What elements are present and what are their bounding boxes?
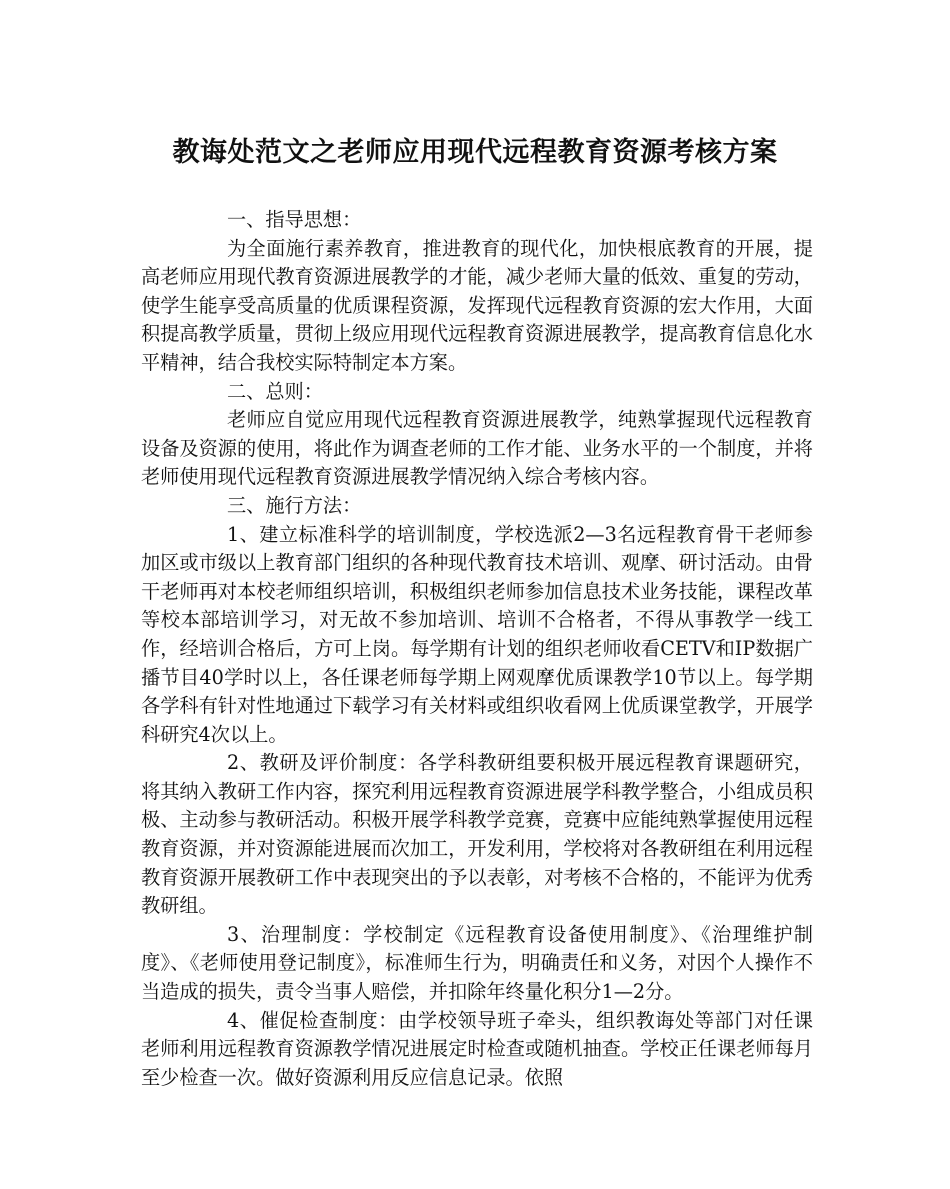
paragraph-guiding-ideology: 为全面施行素养教育，推进教育的现代化，加快根底教育的开展，提高老师应用现代教育资源进展教学的才能，减少老师大量的低效、重复的劳动，使学生能享受高质量的优质课程资源，发挥现代远程教育资源的宏大作用，大面积提高教学质量，贯彻上级应用现代远程教育资源进展教学，提高教育信息化水平精神，结合我校实际特制定本方案。 xyxy=(141,236,813,374)
heading-guiding-ideology: 一、指导思想： xyxy=(227,208,362,231)
paragraph-general-rules: 老师应自觉应用现代远程教育资源进展教学，纯熟掌握现代远程教育设备及资源的使用，将此作为调查老师的工作才能、业务水平的一个制度，并将老师使用现代远程教育资源进展教学情况纳入综合考核内容。 xyxy=(141,408,813,489)
heading-implementation-methods: 三、施行方法： xyxy=(227,493,362,517)
document-title: 教诲处范文之老师应用现代远程教育资源考核方案 xyxy=(172,137,778,168)
document-body xyxy=(141,206,813,1092)
paragraph-inspection-system: 4、催促检查制度：由学校领导班子牵头，组织教诲处等部门对任课老师利用远程教育资源教学情况进展定时检查或随机抽查。学校正任课老师每月至少检查一次。做好资源利用反应信息记录。依照 xyxy=(141,1008,813,1089)
paragraph-training-system: 1、建立标准科学的培训制度，学校选派2—3名远程教育骨干老师参加区或市级以上教育部门组织的各种现代教育技术培训、观摩、研讨活动。由骨干老师再对本校老师组织培训，积极组织老师参加信息技术业务技能，课程改革等校本部培训学习，对无故不参加培训、培训不合格者，不得从事教学一线工作，经培训合格后，方可上岗。每学期有计划的组织老师收看CETV和IP数据广播节目40学时以上，各任课老师每学期上网观摩优质课教学10节以上。每学期各学科有针对性地通过下载学习有关材料或组织收看网上优质课堂教学，开展学科研究4次以上。 xyxy=(141,522,813,746)
paragraph-research-evaluation: 2、教研及评价制度：各学科教研组要积极开展远程教育课题研究，将其纳入教研工作内容，探究利用远程教育资源进展学科教学整合，小组成员积极、主动参与教研活动。积极开展学科教学竞赛，竞赛中应能纯熟掌握使用远程教育资源，并对资源能进展而次加工，开发利用，学校将对各教研组在利用远程教育资源开展教研工作中表现突出的予以表彰，对考核不合格的，不能评为优秀教研组。 xyxy=(141,751,813,918)
heading-general-rules: 二、总则： xyxy=(227,379,323,403)
paragraph-management-system: 3、治理制度：学校制定《远程教育设备使用制度》、《治理维护制度》、《老师使用登记制度》，标准师生行为，明确责任和义务，对因个人操作不当造成的损失，责令当事人赔偿，并扣除年终量化积分1—2分。 xyxy=(141,922,813,1004)
